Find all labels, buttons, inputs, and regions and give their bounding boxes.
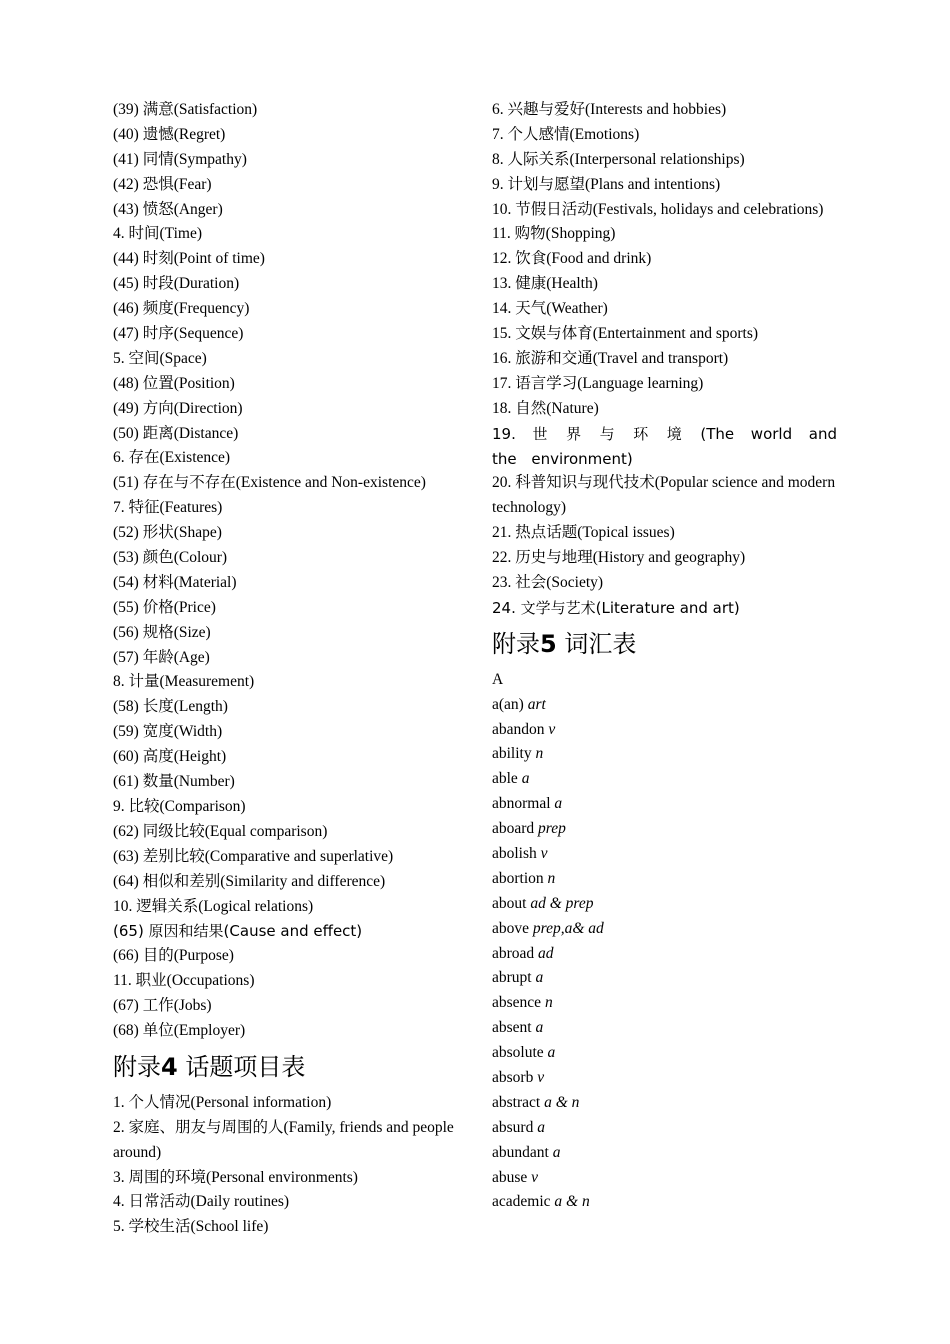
list-item: (44) 时刻(Point of time) [113,250,265,268]
heading-suffix: 话题项目表 [177,1052,306,1081]
vocab-entry [492,817,837,842]
vocab-entry [492,842,837,867]
list-item: 3. 周围的环境(Personal environments) [113,1168,358,1186]
vocab-entry [492,1041,837,1066]
left-column [113,98,463,1240]
vocab-word: aboard [492,820,535,838]
list-item: 21. 热点话题(Topical issues) [492,524,675,542]
vocab-entry [492,1141,837,1166]
right-column [492,98,837,1215]
list-item: (39) 满意(Satisfaction) [113,101,258,118]
vocab-entry [492,742,837,767]
vocab-part-of-speech: a [547,1044,556,1062]
vocab-entry [492,1116,837,1141]
vocab-word: abandon [492,720,545,738]
list-item: 10. 节假日活动(Festivals, holidays and celebrations) [492,200,824,218]
list-item: 12. 饮食(Food and drink) [492,250,652,268]
vocab-part-of-speech: prep [538,820,566,838]
vocab-word: absolute [492,1044,544,1062]
list-item: (45) 时段(Duration) [113,275,240,293]
list-item: 23. 社会(Society) [492,574,604,591]
list-item: 15. 文娱与体育(Entertainment and sports) [492,325,759,343]
vocab-word: absence [492,994,542,1012]
list-item: (66) 目的(Purpose) [113,947,234,965]
vocab-part-of-speech: n [544,994,553,1012]
vocab-part-of-speech: ad & prep [530,894,594,912]
list-item: 13. 健康(Health) [492,275,598,293]
vocab-word: abnormal [492,795,551,813]
vocab-part-of-speech: a [537,1118,545,1136]
list-item: (61) 数量(Number) [113,773,235,791]
list-item: (51) 存在与不存在(Existence and Non-existence) [113,474,426,492]
heading-prefix: 附录 [492,629,540,658]
vocab-part-of-speech: prep,a& ad [532,919,604,937]
list-item: (65) 原因和结果(Cause and effect) [113,922,363,941]
vocab-part-of-speech: a [552,1143,561,1161]
list-item: (46) 频度(Frequency) [113,300,250,318]
vocab-part-of-speech: art [527,695,546,713]
vocab-entry [492,867,837,892]
list-item: 17. 语言学习(Language learning) [492,374,704,392]
vocab-word: abortion [492,869,544,887]
list-item: (58) 长度(Length) [113,698,228,716]
vocab-entry [492,767,837,792]
list-item: 19. 世 界 与 环 境 (The world and the environment) [492,424,837,468]
list-item: (55) 价格(Price) [113,598,216,616]
vocab-part-of-speech: a [535,969,544,987]
list-item: 4. 日常活动(Daily routines) [113,1193,290,1211]
topic-list [113,1091,463,1240]
vocab-part-of-speech: v [540,845,548,863]
vocab-word: abundant [492,1143,549,1161]
list-item: 22. 历史与地理(History and geography) [492,549,746,567]
vocab-entry [492,991,837,1016]
list-item: (42) 恐惧(Fear) [113,175,212,193]
list-item: 18. 自然(Nature) [492,399,599,417]
list-item: (47) 时序(Sequence) [113,325,244,343]
list-item: (59) 宽度(Width) [113,723,223,741]
vocab-word: absorb [492,1069,534,1087]
list-item: 1. 个人情况(Personal information) [113,1093,332,1111]
list-item: 6. 存在(Existence) [113,449,231,467]
list-item: 8. 计量(Measurement) [113,673,255,691]
vocab-entry [492,1190,837,1215]
vocab-part-of-speech: a [521,770,530,788]
list-item: (52) 形状(Shape) [113,524,222,542]
vocab-entry [492,917,837,942]
vocab-part-of-speech: n [535,745,544,763]
vocab-part-of-speech: a [535,1019,544,1037]
vocab-part-of-speech: a [554,795,563,813]
vocab-word: ability [492,745,532,763]
topic-list-continued [492,98,837,621]
list-item: (40) 遗憾(Regret) [113,125,226,143]
list-item: (62) 同级比较(Equal comparison) [113,822,328,840]
list-item: 9. 计划与愿望(Plans and intentions) [492,175,721,193]
heading-number: 4 [161,1052,178,1081]
list-item: (67) 工作(Jobs) [113,997,212,1015]
list-item: 6. 兴趣与爱好(Interests and hobbies) [492,101,727,118]
appendix-5-heading [492,629,837,659]
list-item: (68) 单位(Employer) [113,1021,246,1039]
vocab-entry [492,1091,837,1116]
list-item: 4. 时间(Time) [113,225,202,243]
list-item: 5. 学校生活(School life) [113,1218,269,1236]
list-item: 20. 科普知识与现代技术(Popular science and modern technology) [492,474,836,517]
vocab-entry [492,966,837,991]
vocab-word: absent [492,1019,532,1037]
vocab-entry [492,718,837,743]
vocab-entry [492,693,837,718]
list-item: 11. 购物(Shopping) [492,225,616,243]
vocab-word: academic [492,1193,551,1211]
list-item: (49) 方向(Direction) [113,399,243,417]
vocab-word: abuse [492,1168,528,1186]
list-item: (64) 相似和差别(Similarity and difference) [113,872,386,890]
list-item: 24. 文学与艺术(Literature and art) [492,598,740,617]
list-item: (53) 颜色(Colour) [113,549,228,567]
list-item: 9. 比较(Comparison) [113,797,246,815]
appendix-4-heading [113,1052,463,1082]
list-item: 8. 人际关系(Interpersonal relationships) [492,150,745,168]
vocab-part-of-speech: ad [538,944,554,962]
vocab-entry [492,1016,837,1041]
list-item: 16. 旅游和交通(Travel and transport) [492,349,729,367]
vocab-word: a(an) [492,695,524,713]
vocab-entry [492,942,837,967]
list-item: (57) 年龄(Age) [113,648,210,666]
list-item: (56) 规格(Size) [113,623,211,641]
list-item: (63) 差别比较(Comparative and superlative) [113,847,394,865]
vocab-entry [492,892,837,917]
heading-prefix: 附录 [113,1052,161,1081]
list-item: 5. 空间(Space) [113,349,207,367]
list-item: (41) 同情(Sympathy) [113,150,247,168]
list-item: (48) 位置(Position) [113,374,235,392]
list-item: 7. 特征(Features) [113,499,223,517]
vocab-list [492,693,837,1216]
list-item: 14. 天气(Weather) [492,300,608,318]
vocab-part-of-speech: n [547,869,556,887]
vocab-word: absurd [492,1118,534,1136]
vocab-part-of-speech: v [548,720,556,738]
vocab-part-of-speech: v [531,1168,539,1186]
list-item: (60) 高度(Height) [113,748,227,766]
function-list [113,98,463,1044]
vocab-word: able [492,770,518,788]
vocab-entry [492,1066,837,1091]
vocab-word: above [492,919,530,937]
list-item: 2. 家庭、朋友与周围的人(Family, friends and people around) [113,1118,454,1161]
vocab-entry [492,1166,837,1191]
list-item: (43) 愤怒(Anger) [113,200,223,218]
heading-suffix: 词汇表 [556,629,637,658]
list-item: 11. 职业(Occupations) [113,972,255,990]
heading-number: 5 [540,629,557,658]
list-item: (54) 材料(Material) [113,573,237,591]
vocab-word: abolish [492,845,537,863]
vocab-word: about [492,894,527,912]
vocab-word: abrupt [492,969,532,987]
vocab-word: abroad [492,944,535,962]
vocab-part-of-speech: a & n [544,1093,580,1111]
vocab-entry [492,792,837,817]
vocab-word: abstract [492,1093,541,1111]
vocab-letter: A [492,670,504,688]
vocab-part-of-speech: a & n [554,1193,590,1211]
list-item: (50) 距离(Distance) [113,424,239,442]
list-item: 7. 个人感情(Emotions) [492,125,640,143]
list-item: 10. 逻辑关系(Logical relations) [113,897,314,915]
vocab-part-of-speech: v [537,1069,545,1087]
